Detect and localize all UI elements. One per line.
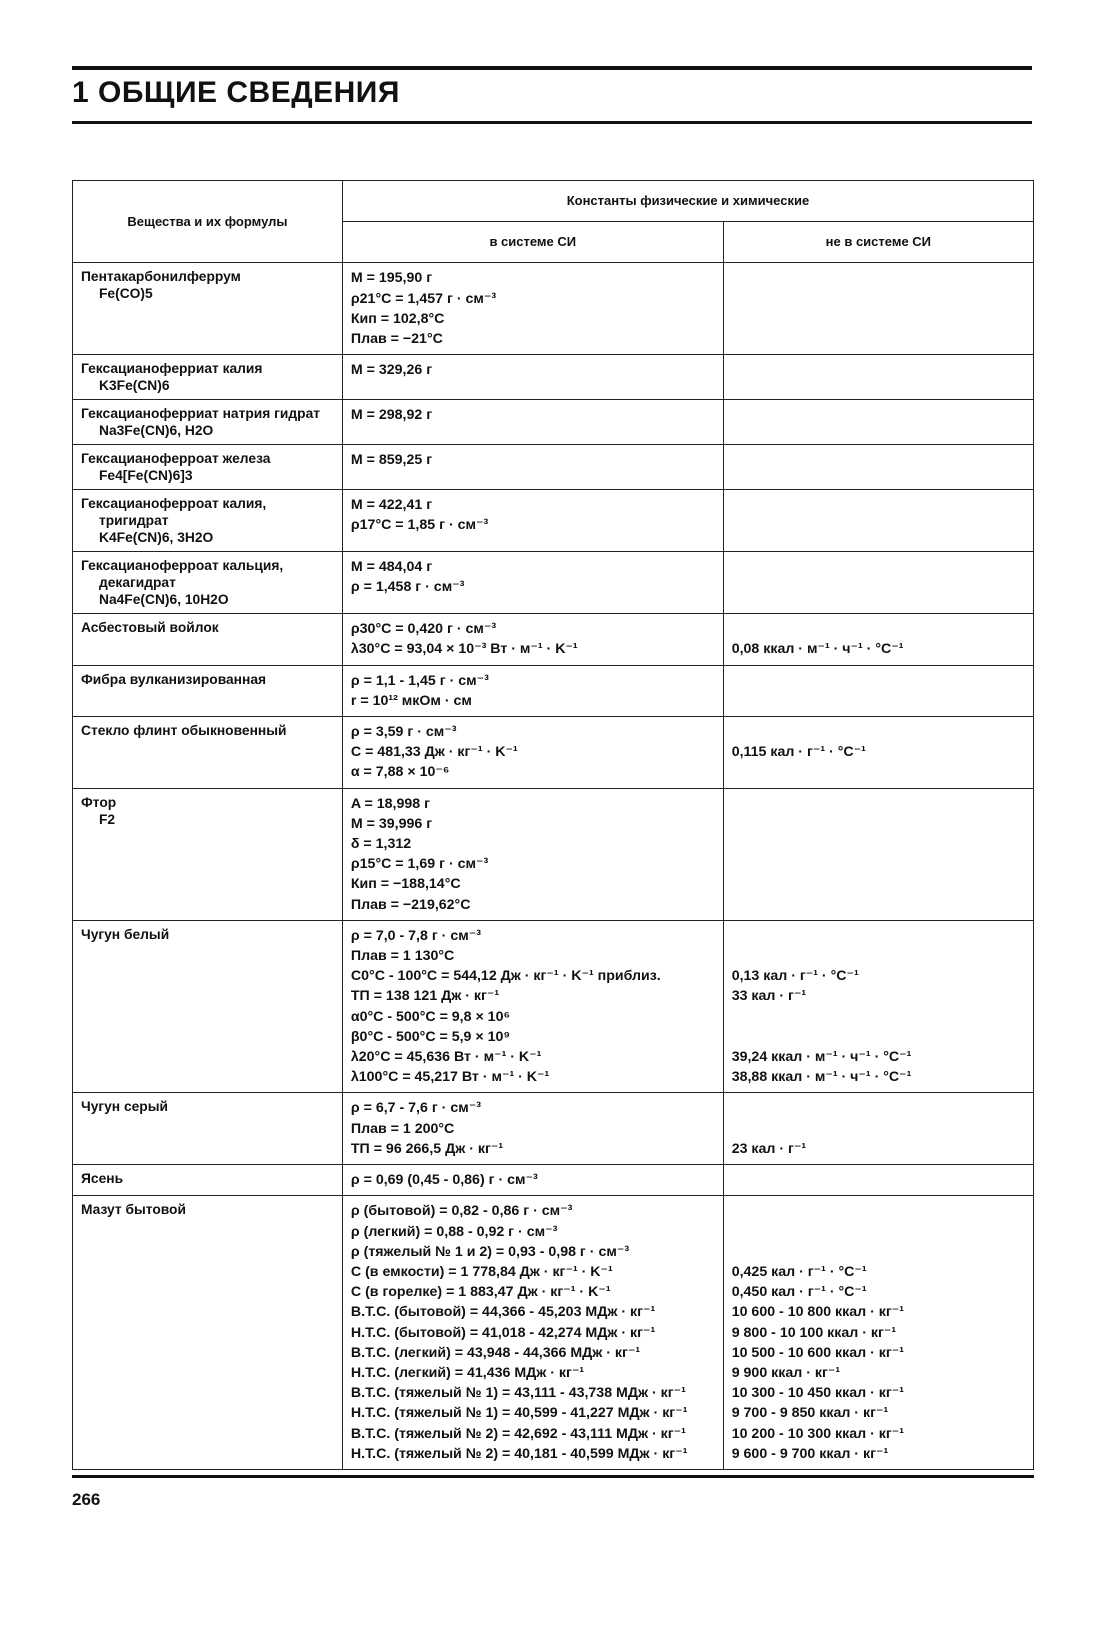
constant-line: M = 859,25 г [350,452,433,469]
substance-cell [73,788,343,920]
constant-line: Плав = −219,62°C [350,896,471,913]
substance-name: Чугун серый [81,1099,168,1115]
substance-name: Асбестовый войлок [81,620,219,636]
substance-cell [73,1165,343,1196]
si-constants-cell [342,1165,723,1196]
constant-line: Плав = 1 130°C [350,948,455,965]
constant-line: Плав = 1 200°C [350,1120,455,1137]
constant-line: ρ = 1,1 - 1,45 г · см⁻³ [350,672,489,689]
table-row [73,665,1034,716]
nonsi-constants-cell [723,490,1033,552]
si-constants-cell [342,920,723,1093]
table-row [73,490,1034,552]
constant-line [732,1098,1027,1118]
constant-line [732,1007,1027,1027]
si-constants-cell [342,263,723,355]
top-rule [72,66,1032,70]
constant-line: 0,115 кал · г⁻¹ · °C⁻¹ [731,744,866,761]
constant-line: 9 700 - 9 850 ккал · кг⁻¹ [731,1405,889,1422]
constant-line: 0,425 кал · г⁻¹ · °C⁻¹ [731,1263,867,1280]
substance-name: Гексацианоферроат железа [81,451,271,467]
constant-line: λ30°C = 93,04 × 10⁻³ Вт · м⁻¹ · K⁻¹ [350,641,578,658]
substance-formula: Fe4[Fe(CN)6]3 [99,468,193,484]
constant-line: ρ = 7,0 - 7,8 г · см⁻³ [350,927,481,944]
table-row [73,355,1034,400]
substance-cell [73,263,343,355]
substance-cell [73,445,343,490]
table-row [73,1196,1034,1470]
substance-cell [73,1093,343,1165]
nonsi-constants-cell [723,1165,1033,1196]
substance-name: Пентакарбонилферрум [81,269,241,285]
constant-line: 10 500 - 10 600 ккал · кг⁻¹ [731,1344,904,1361]
constant-line: ρ21°C = 1,457 г · см⁻³ [350,290,497,307]
nonsi-constants-cell [723,1093,1033,1165]
si-constants-cell [342,445,723,490]
constant-line: В.Т.С. (тяжелый № 2) = 42,692 - 43,111 МДж · кг⁻¹ [350,1425,686,1442]
constant-line: Н.Т.С. (тяжелый № 2) = 40,181 - 40,599 МДж · кг⁻¹ [350,1445,688,1462]
constant-line: β0°C - 500°C = 5,9 × 10⁹ [350,1028,511,1045]
chapter-heading: 1 ОБЩИЕ СВЕДЕНИЯ [72,76,400,109]
nonsi-constants-cell [723,552,1033,614]
constant-line: 38,88 ккал · м⁻¹ · ч⁻¹ · °C⁻¹ [731,1069,912,1086]
heading-rule [72,121,1032,124]
constant-line: M = 422,41 г [350,497,433,514]
constant-line: A = 18,998 г [350,795,431,812]
si-constants-cell [342,665,723,716]
constant-line: Кип = −188,14°C [350,876,461,893]
substance-cell [73,1196,343,1470]
substance-cell [73,920,343,1093]
si-constants-cell [342,1196,723,1470]
substance-name: Гексацианоферроат калия, [81,496,267,512]
constant-line: ρ (легкий) = 0,88 - 0,92 г · см⁻³ [350,1223,558,1240]
constant-line: M = 39,996 г [350,815,433,832]
nonsi-constants-cell [723,614,1033,665]
constant-line: 9 800 - 10 100 ккал · кг⁻¹ [731,1324,897,1341]
constant-line: M = 298,92 г [350,407,433,424]
constant-line: В.Т.С. (легкий) = 43,948 - 44,366 МДж · кг⁻¹ [350,1344,641,1361]
constant-line: В.Т.С. (тяжелый № 1) = 43,111 - 43,738 МДж · кг⁻¹ [350,1385,686,1402]
footer-rule [72,1475,1034,1478]
header-constants: Константы физические и химические [342,181,1033,222]
constant-line [732,1027,1027,1047]
constant-line: В.Т.С. (бытовой) = 44,366 - 45,203 МДж · кг⁻¹ [350,1304,656,1321]
constant-line: ТП = 138 121 Дж · кг⁻¹ [350,988,500,1005]
constant-line [732,722,1027,742]
constant-line: 0,450 кал · г⁻¹ · °C⁻¹ [731,1284,867,1301]
constant-line: ρ (тяжелый № 1 и 2) = 0,93 - 0,98 г · см⁻³ [350,1243,630,1260]
constant-line: 10 300 - 10 450 ккал · кг⁻¹ [731,1385,904,1402]
constant-line: 39,24 ккал · м⁻¹ · ч⁻¹ · °C⁻¹ [731,1049,912,1066]
substance-name: Мазут бытовой [81,1202,186,1218]
substance-cell [73,552,343,614]
substance-formula: Na3Fe(CN)6, H2O [99,423,214,439]
si-constants-cell [342,552,723,614]
substance-cell [73,400,343,445]
nonsi-constants-cell [723,788,1033,920]
nonsi-constants-cell [723,920,1033,1093]
constant-line: 10 200 - 10 300 ккал · кг⁻¹ [731,1425,904,1442]
nonsi-constants-cell [723,400,1033,445]
constant-line: ρ = 1,458 г · см⁻³ [350,579,465,596]
constant-line [732,946,1027,966]
nonsi-constants-cell [723,1196,1033,1470]
constant-line [732,619,1027,639]
si-constants-cell [342,490,723,552]
constant-line: M = 329,26 г [350,362,433,379]
substance-cell [73,490,343,552]
nonsi-constants-cell [723,665,1033,716]
si-constants-cell [342,717,723,789]
table-row [73,400,1034,445]
table-row [73,788,1034,920]
substance-name: Ясень [81,1171,124,1187]
table-row [73,1093,1034,1165]
substance-formula: K3Fe(CN)6 [99,378,170,394]
substance-cell [73,717,343,789]
substance-name: Фибра вулканизированная [81,671,267,687]
substance-formula: тригидрат [99,513,169,529]
constant-line: Плав = −21°C [350,331,443,348]
constant-line: C (в горелке) = 1 883,47 Дж · кг⁻¹ · K⁻¹ [350,1284,611,1301]
constant-line: 9 900 ккал · кг⁻¹ [731,1364,841,1381]
constant-line: ρ = 6,7 - 7,6 г · см⁻³ [350,1100,481,1117]
constant-line [732,1222,1027,1242]
constant-line [732,926,1027,946]
substance-formula: F2 [99,811,116,827]
substance-name: Гексацианоферриат калия [81,361,263,377]
substance-name: Чугун белый [81,926,170,942]
table-row [73,1165,1034,1196]
constant-line: M = 484,04 г [350,559,433,576]
constant-line: 10 600 - 10 800 ккал · кг⁻¹ [731,1304,904,1321]
constant-line: α = 7,88 × 10⁻⁶ [350,764,450,781]
table-row [73,717,1034,789]
constant-line: Н.Т.С. (тяжелый № 1) = 40,599 - 41,227 МДж · кг⁻¹ [350,1405,688,1422]
substance-name: Гексацианоферроат кальция, [81,558,284,574]
table-row [73,920,1034,1093]
substance-cell [73,355,343,400]
constant-line: 33 кал · г⁻¹ [731,988,807,1005]
constant-line [732,1119,1027,1139]
constant-line [732,1201,1027,1221]
substance-name: Фтор [81,794,117,810]
constant-line: ρ17°C = 1,85 г · см⁻³ [350,517,489,534]
si-constants-cell [342,400,723,445]
substance-name: Стекло флинт обыкновенный [81,723,287,739]
constant-line: Кип = 102,8°C [350,310,445,327]
substance-formula: K4Fe(CN)6, 3H2O [99,530,214,546]
si-constants-cell [342,355,723,400]
header-si: в системе СИ [342,222,723,263]
header-substances: Вещества и их формулы [73,181,343,263]
substance-formula: Na4Fe(CN)6, 10H2O [99,592,229,608]
constant-line: 23 кал · г⁻¹ [731,1140,807,1157]
constant-line: 0,08 ккал · м⁻¹ · ч⁻¹ · °C⁻¹ [731,641,904,658]
constant-line: ρ30°C = 0,420 г · см⁻³ [350,621,497,638]
constant-line [732,1242,1027,1262]
constant-line: ТП = 96 266,5 Дж · кг⁻¹ [350,1140,504,1157]
constant-line: λ20°C = 45,636 Вт · м⁻¹ · K⁻¹ [350,1049,542,1066]
constant-line: C0°C - 100°C = 544,12 Дж · кг⁻¹ · K⁻¹ приблиз. [350,968,661,985]
si-constants-cell [342,1093,723,1165]
constant-line: C = 481,33 Дж · кг⁻¹ · K⁻¹ [350,744,518,761]
table-row [73,263,1034,355]
substance-formula: декагидрат [99,575,176,591]
constant-line: 0,13 кал · г⁻¹ · °C⁻¹ [731,968,859,985]
table-row [73,552,1034,614]
nonsi-constants-cell [723,355,1033,400]
constant-line: ρ = 0,69 (0,45 - 0,86) г · см⁻³ [350,1172,538,1189]
nonsi-constants-cell [723,445,1033,490]
constant-line: ρ (бытовой) = 0,82 - 0,86 г · см⁻³ [350,1203,573,1220]
constant-line: ρ15°C = 1,69 г · см⁻³ [350,856,489,873]
nonsi-constants-cell [723,263,1033,355]
constant-line: α0°C - 500°C = 9,8 × 10⁶ [350,1008,510,1025]
constant-line: δ = 1,312 [350,836,412,853]
constant-line: ρ = 3,59 г · см⁻³ [350,724,457,741]
constant-line: 9 600 - 9 700 ккал · кг⁻¹ [731,1445,889,1462]
page-number: 266 [72,1490,101,1509]
constant-line: λ100°C = 45,217 Вт · м⁻¹ · K⁻¹ [350,1069,550,1086]
constants-table [72,180,1034,1470]
nonsi-constants-cell [723,717,1033,789]
si-constants-cell [342,788,723,920]
constant-line: M = 195,90 г [350,270,433,287]
substance-formula: Fe(CO)5 [99,286,153,302]
header-nonsi: не в системе СИ [723,222,1033,263]
table-row [73,445,1034,490]
table-row [73,614,1034,665]
substance-cell [73,665,343,716]
constant-line: Н.Т.С. (легкий) = 41,436 МДж · кг⁻¹ [350,1364,585,1381]
constant-line: C (в емкости) = 1 778,84 Дж · кг⁻¹ · K⁻¹ [350,1263,613,1280]
si-constants-cell [342,614,723,665]
constant-line: Н.Т.С. (бытовой) = 41,018 - 42,274 МДж · кг⁻¹ [350,1324,656,1341]
substance-name: Гексацианоферриат натрия гидрат [81,406,320,422]
substance-cell [73,614,343,665]
constant-line: r = 10¹² мкОм · см [350,692,472,709]
table-body [73,263,1034,1470]
